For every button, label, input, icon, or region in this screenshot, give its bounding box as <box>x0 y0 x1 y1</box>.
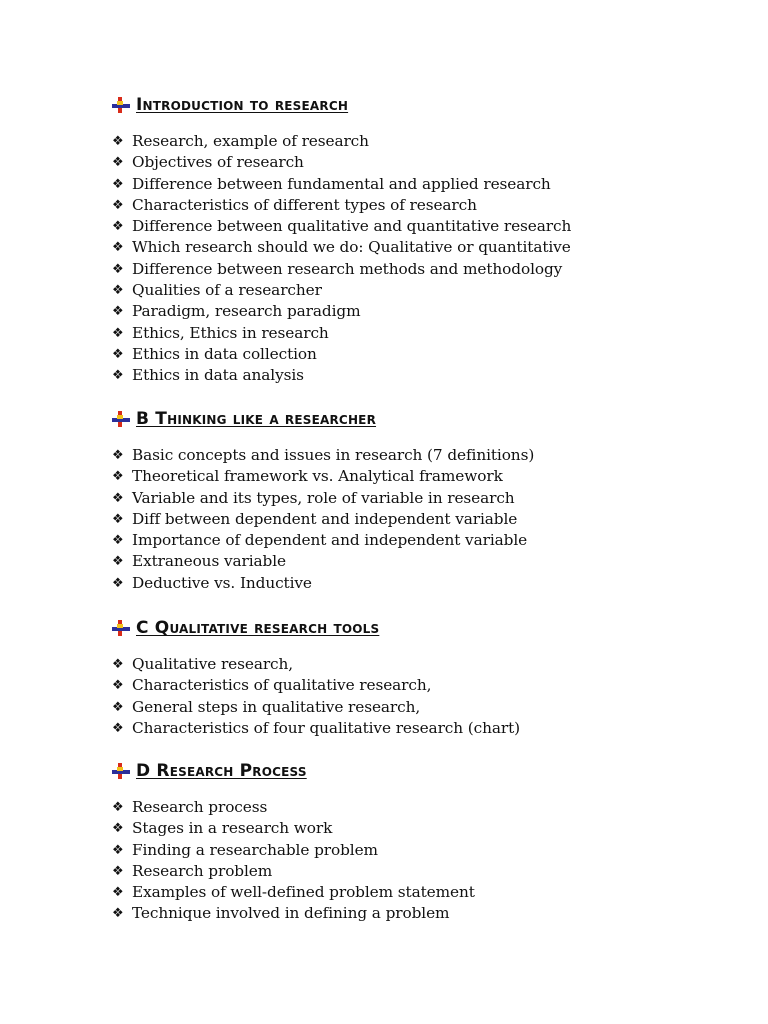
section-research-process <box>112 757 732 925</box>
list-item: ❖ Qualities of a researcher <box>112 280 732 301</box>
section-heading <box>112 91 732 119</box>
diamond-bullet-icon: ❖ <box>112 325 124 341</box>
section-title: C Qualitative research tools <box>136 618 380 638</box>
diamond-bullet-icon: ❖ <box>112 863 124 879</box>
diamond-bullet-icon: ❖ <box>112 575 124 591</box>
list-item: ❖ Characteristics of different types of research <box>112 195 732 216</box>
diamond-bullet-icon: ❖ <box>112 240 124 256</box>
list-item: ❖ Ethics in data analysis <box>112 365 732 386</box>
list-item: ❖ Paradigm, research paradigm <box>112 301 732 322</box>
topic-list <box>112 445 732 594</box>
diamond-bullet-icon: ❖ <box>112 346 124 362</box>
list-item: ❖ Examples of well-defined problem statement <box>112 882 732 903</box>
diamond-bullet-icon: ❖ <box>112 657 124 672</box>
section-title: D Research Process <box>136 761 307 781</box>
section-qualitative-tools <box>112 614 732 739</box>
diamond-bullet-icon: ❖ <box>112 842 124 858</box>
list-item: ❖ Research process <box>112 797 732 818</box>
list-item: ❖ Research, example of research <box>112 131 732 152</box>
diamond-bullet-icon: ❖ <box>112 197 124 213</box>
topic-list <box>112 654 732 739</box>
diamond-bullet-icon: ❖ <box>112 554 124 570</box>
cross-marker-icon <box>112 95 134 115</box>
cross-marker-icon <box>112 618 134 638</box>
list-item: ❖ Ethics in data collection <box>112 344 732 365</box>
diamond-bullet-icon: ❖ <box>112 699 124 715</box>
diamond-bullet-icon: ❖ <box>112 906 124 922</box>
list-item: ❖ Basic concepts and issues in research (7 definitions) <box>112 445 732 466</box>
diamond-bullet-icon: ❖ <box>112 283 124 299</box>
diamond-bullet-icon: ❖ <box>112 511 124 527</box>
topic-list <box>112 131 732 387</box>
diamond-bullet-icon: ❖ <box>112 800 124 815</box>
diamond-bullet-icon: ❖ <box>112 155 124 171</box>
topic-list <box>112 797 732 925</box>
section-thinking-like-researcher <box>112 405 732 594</box>
section-title: Introduction to research <box>136 95 349 115</box>
list-item: ❖ Technique involved in defining a problem <box>112 903 732 924</box>
diamond-bullet-icon: ❖ <box>112 469 124 485</box>
list-item: ❖ Difference between qualitative and quantitative research <box>112 216 732 237</box>
list-item: ❖ Research problem <box>112 861 732 882</box>
list-item: ❖ Importance of dependent and independent variable <box>112 530 732 551</box>
list-item: ❖ Which research should we do: Qualitative or quantitative <box>112 237 732 258</box>
section-heading <box>112 757 732 785</box>
diamond-bullet-icon: ❖ <box>112 821 124 837</box>
diamond-bullet-icon: ❖ <box>112 219 124 235</box>
list-item: ❖ Difference between fundamental and applied research <box>112 174 732 195</box>
diamond-bullet-icon: ❖ <box>112 134 124 149</box>
list-item: ❖ Diff between dependent and independent variable <box>112 509 732 530</box>
list-item: ❖ Finding a researchable problem <box>112 840 732 861</box>
list-item: ❖ Extraneous variable <box>112 551 732 572</box>
diamond-bullet-icon: ❖ <box>112 678 124 694</box>
diamond-bullet-icon: ❖ <box>112 368 124 384</box>
section-heading <box>112 614 732 642</box>
list-item: ❖ Objectives of research <box>112 152 732 173</box>
list-item: ❖ Difference between research methods and methodology <box>112 259 732 280</box>
diamond-bullet-icon: ❖ <box>112 176 124 192</box>
list-item: ❖ Stages in a research work <box>112 818 732 839</box>
diamond-bullet-icon: ❖ <box>112 885 124 901</box>
cross-marker-icon <box>112 761 134 781</box>
list-item: ❖ Characteristics of four qualitative research (chart) <box>112 718 732 739</box>
list-item: ❖ Theoretical framework vs. Analytical framework <box>112 466 732 487</box>
diamond-bullet-icon: ❖ <box>112 448 124 463</box>
list-item: ❖ Qualitative research, <box>112 654 732 675</box>
diamond-bullet-icon: ❖ <box>112 261 124 277</box>
list-item: ❖ Ethics, Ethics in research <box>112 323 732 344</box>
diamond-bullet-icon: ❖ <box>112 304 124 320</box>
section-heading <box>112 405 732 433</box>
section-title: B Thinking like a researcher <box>136 409 377 429</box>
diamond-bullet-icon: ❖ <box>112 490 124 506</box>
list-item: ❖ General steps in qualitative research, <box>112 697 732 718</box>
list-item: ❖ Deductive vs. Inductive <box>112 573 732 594</box>
diamond-bullet-icon: ❖ <box>112 720 124 736</box>
diamond-bullet-icon: ❖ <box>112 533 124 549</box>
list-item: ❖ Characteristics of qualitative research, <box>112 675 732 696</box>
cross-marker-icon <box>112 409 134 429</box>
list-item: ❖ Variable and its types, role of variable in research <box>112 488 732 509</box>
section-introduction <box>112 91 732 387</box>
